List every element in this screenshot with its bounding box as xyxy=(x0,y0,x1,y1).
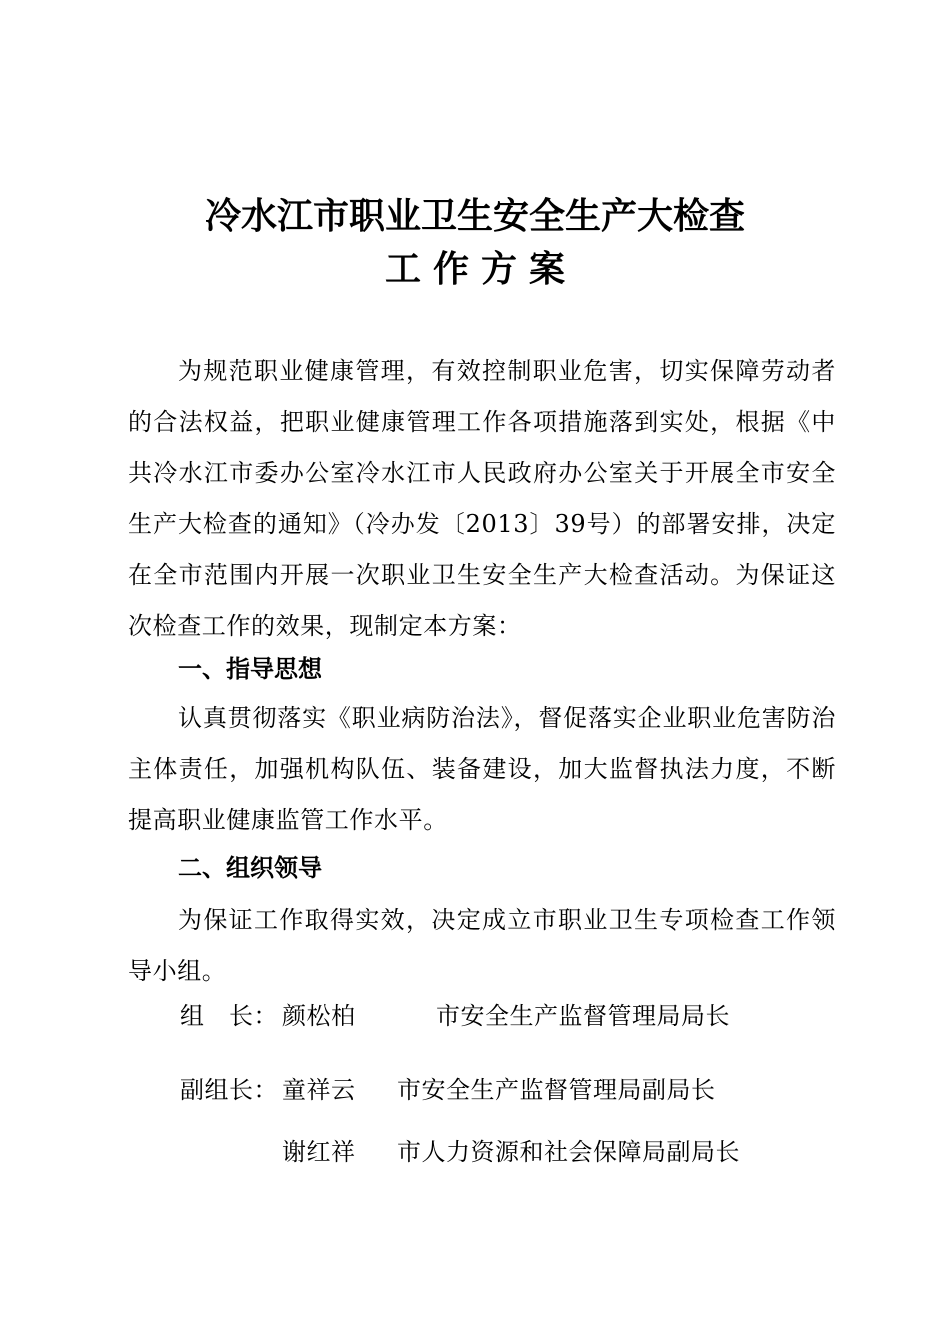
member-name-leader: 颜松柏 xyxy=(282,1002,356,1030)
section-body-guiding-ideology: 认真贯彻落实《职业病防治法》，督促落实企业职业危害防治主体责任，加强机构队伍、装备建设，加大监督执法力度，不断提高职业健康监管工作水平。 xyxy=(128,704,836,834)
member-post-deputy-2: 市人力资源和社会保障局副局长 xyxy=(397,1138,740,1166)
member-name-deputy-2: 谢红祥 xyxy=(282,1138,356,1166)
intro-paragraph: 为规范职业健康管理，有效控制职业危害，切实保障劳动者的合法权益，把职业健康管理工作各项措施落到实处，根据《中共冷水江市委办公室冷水江市人民政府办公室关于开展全市安全生产大检查的通知》（冷办发〔2013〕39号）的部署安排，决定在全市范围内开展一次职业卫生安全生产大检查活动。为保证这次检查工作的效果，现制定本方案： xyxy=(128,357,836,640)
member-post-deputy-1: 市安全生产监督管理局副局长 xyxy=(397,1076,716,1104)
member-name-deputy-1: 童祥云 xyxy=(282,1076,356,1104)
section-body-organization: 为保证工作取得实效，决定成立市职业卫生专项检查工作领导小组。 xyxy=(128,906,836,985)
member-role-leader: 组 长： xyxy=(180,1002,278,1030)
member-post-leader: 市安全生产监督管理局局长 xyxy=(436,1002,730,1030)
section-heading-organization: 二、组织领导 xyxy=(178,854,322,882)
document-title-line1: 冷水江市职业卫生安全生产大检查 xyxy=(204,196,745,237)
member-role-deputy: 副组长： xyxy=(180,1076,278,1104)
section-heading-guiding-ideology: 一、指导思想 xyxy=(178,655,322,683)
document-title-line2: 工作方案 xyxy=(384,249,577,290)
